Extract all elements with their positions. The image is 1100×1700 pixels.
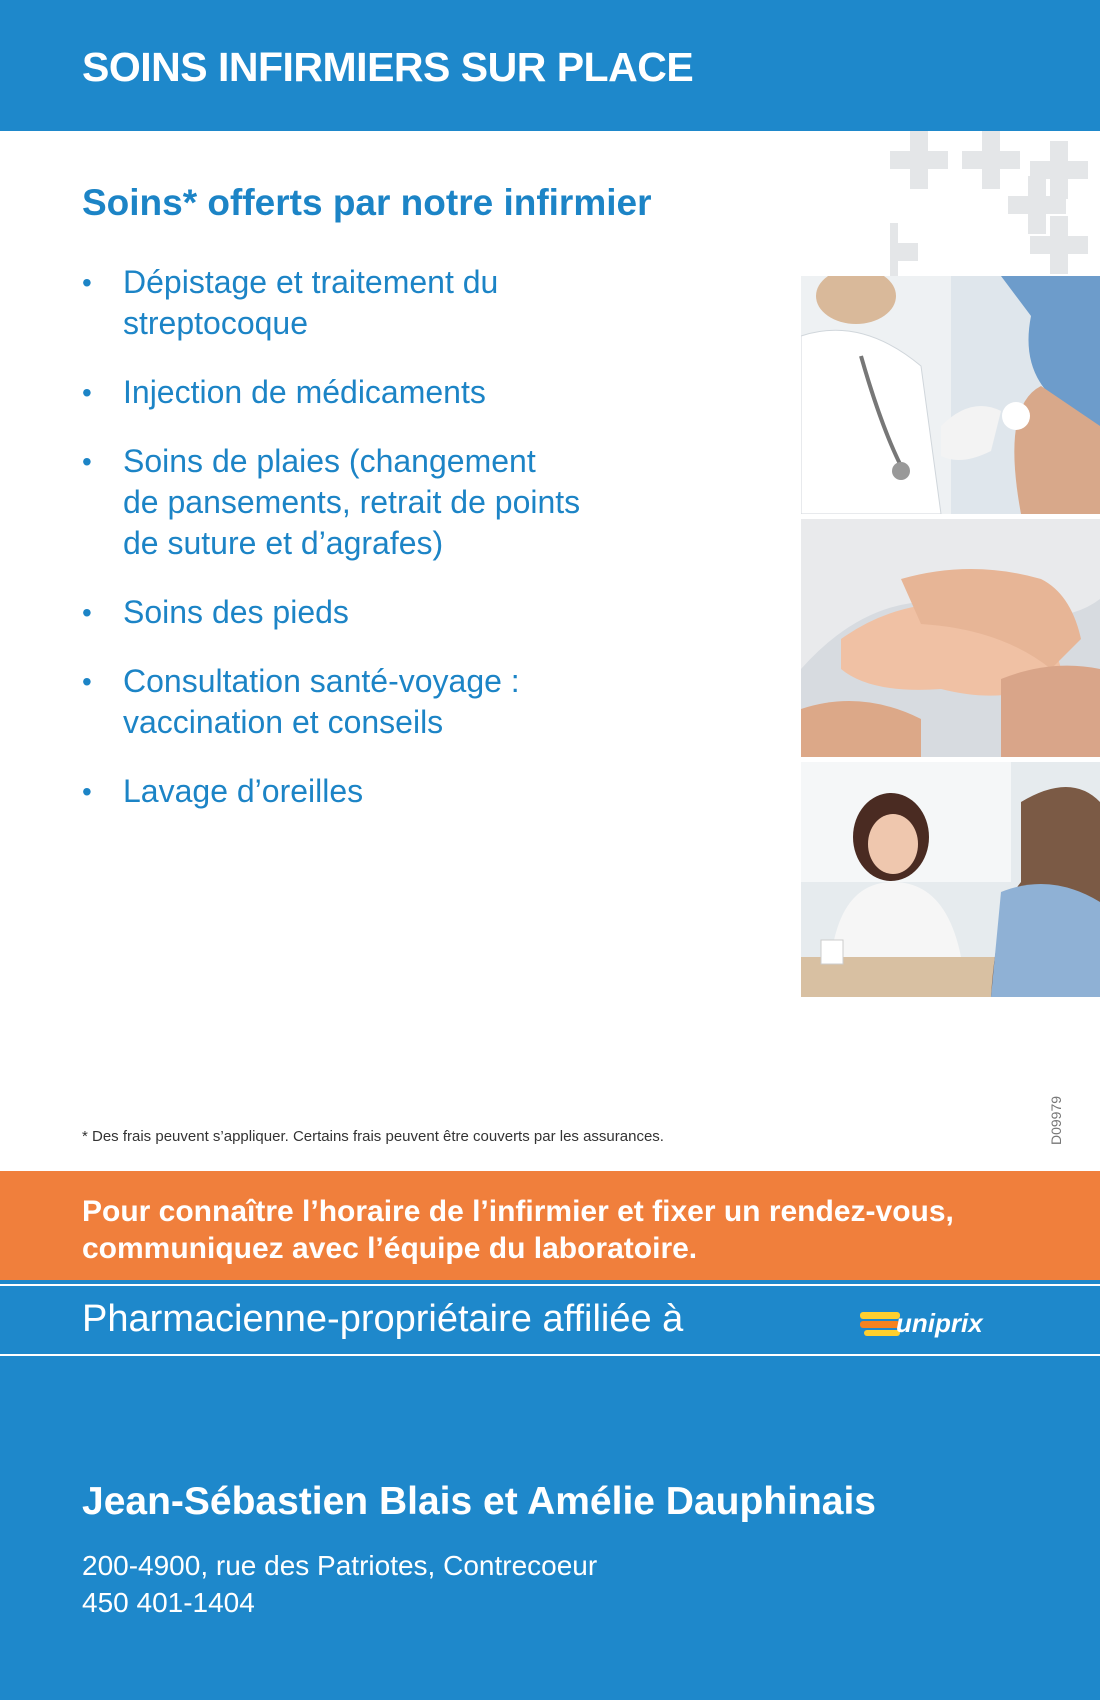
affiliation-text: Pharmacienne-propriétaire affiliée à (82, 1298, 684, 1340)
service-line: vaccination et conseils (123, 704, 444, 740)
bullet-icon: • (82, 446, 92, 477)
service-item (82, 441, 702, 564)
header-banner (0, 0, 1100, 131)
service-line: Lavage d’oreilles (123, 773, 364, 809)
appointment-callout (0, 1171, 1100, 1280)
pharmacy-footer (0, 1280, 1100, 1700)
bullet-icon: • (82, 377, 92, 408)
service-line: Dépistage et traitement du (123, 264, 499, 300)
pharmacy-phone: 450 401-1404 (82, 1587, 255, 1618)
service-line: de suture et d’agrafes) (123, 525, 444, 561)
service-item (82, 262, 702, 344)
callout-text (82, 1193, 1082, 1267)
callout-line: Pour connaître l’horaire de l’infirmier et fixer un rendez-vous, (82, 1195, 954, 1228)
nurse-injection-photo (801, 276, 1100, 514)
page-title: SOINS INFIRMIERS SUR PLACE (82, 44, 694, 90)
services-list (82, 262, 702, 840)
service-line: streptocoque (123, 305, 309, 341)
document-code: D09979 (1048, 1095, 1064, 1145)
consultation-photo (801, 762, 1100, 997)
divider (0, 1284, 1100, 1286)
medical-cross-pattern-icon (890, 131, 1100, 281)
footnote: * Des frais peuvent s’appliquer. Certains frais peuvent être couverts par les assurances. (82, 1128, 664, 1145)
service-line: Soins de plaies (changement (123, 443, 536, 479)
bullet-icon: • (82, 666, 92, 697)
callout-line: communiquez avec l’équipe du laboratoire. (82, 1232, 698, 1265)
bullet-icon: • (82, 597, 92, 628)
logo-text: uniprix (896, 1308, 983, 1338)
service-line: de pansements, retrait de points (123, 484, 581, 520)
service-item (82, 661, 702, 743)
service-item (82, 771, 702, 812)
foot-care-photo (801, 519, 1100, 757)
pharmacy-owners: Jean-Sébastien Blais et Amélie Dauphinais (82, 1480, 876, 1523)
services-title: Soins* offerts par notre infirmier (82, 182, 652, 223)
service-line: Consultation santé-voyage : (123, 663, 520, 699)
divider (0, 1354, 1100, 1356)
service-line: Soins des pieds (123, 594, 349, 630)
uniprix-logo-icon (860, 1306, 1015, 1340)
service-item (82, 372, 702, 413)
service-item (82, 592, 702, 633)
bullet-icon: • (82, 776, 92, 807)
service-line: Injection de médicaments (123, 374, 486, 410)
bullet-icon: • (82, 267, 92, 298)
pharmacy-address: 200-4900, rue des Patriotes, Contrecoeur (82, 1550, 598, 1581)
